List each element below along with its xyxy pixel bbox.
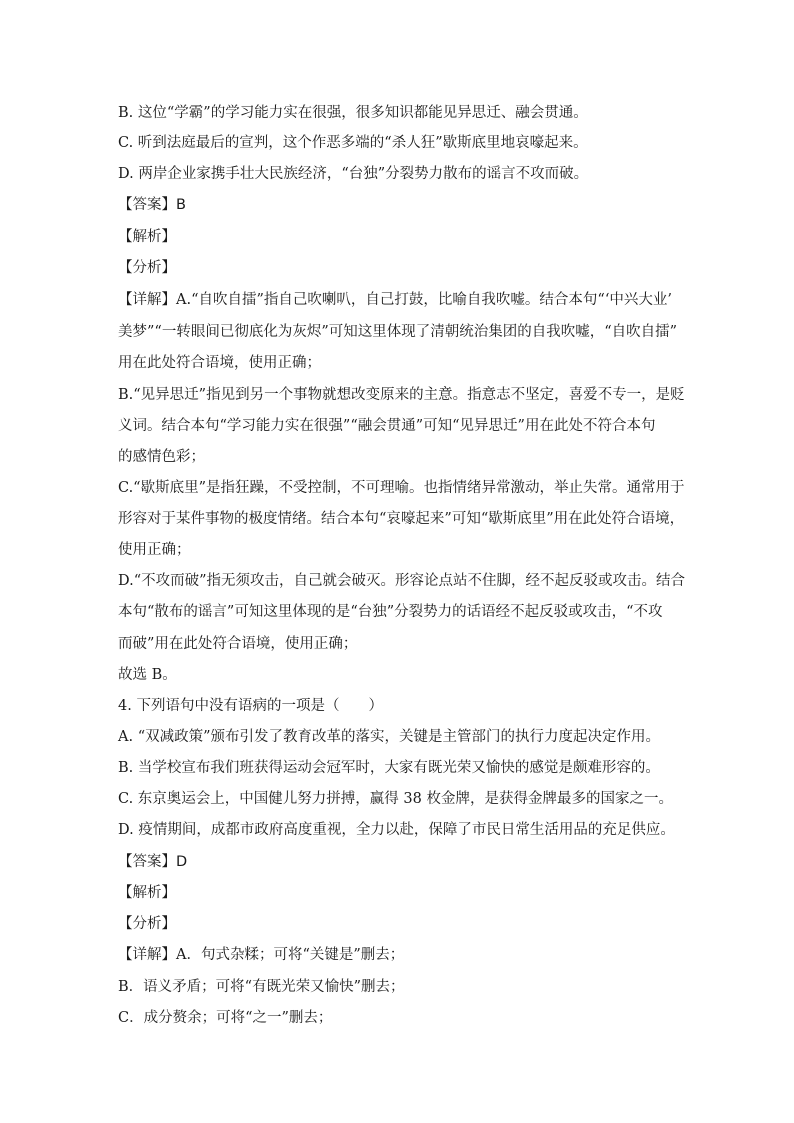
option-c-line: C. 听到法庭最后的宣判，这个作恶多端的“杀人狂”歇斯底里地哀嚎起来。	[118, 135, 588, 151]
detail-line: 用在此处符合语境，使用正确；	[118, 355, 321, 371]
detail-line: 【详解】A.“自吹自擂”指自己吹喇叭，自己打鼓，比喻自我吹嘘。结合本句“‘中兴大业’	[118, 292, 673, 308]
conclusion-line: 故选 B。	[118, 667, 177, 683]
q4-option-c: C. 东京奥运会上，中国健儿努力拼搏，赢得 38 枚金牌，是获得金牌最多的国家之一。	[118, 791, 673, 807]
detail-line: 的感情色彩；	[118, 449, 205, 465]
q4-option-a: A. “双减政策”颁布引发了教育改革的落实，关键是主管部门的执行力度起决定作用。	[118, 729, 661, 745]
detail-line: 使用正确；	[118, 542, 191, 558]
answer-label: 【答案】B	[118, 197, 186, 213]
detail-line: B．语义矛盾；可将“有既光荣又愉快”删去；	[118, 979, 405, 995]
detail-line: D.“不攻而破”指无须攻击，自己就会破灭。形容论点站不住脚，经不起反驳或攻击。结合	[118, 573, 686, 589]
fenxi-label: 【分析】	[118, 260, 176, 276]
question-4-stem: 4. 下列语句中没有语病的一项是（ ）	[118, 698, 383, 714]
detail-line: C．成分赘余；可将“之一”删去；	[118, 1010, 333, 1026]
detail-line: 形容对于某件事物的极度情绪。结合本句“哀嚎起来”可知“歇斯底里”用在此处符合语境，	[118, 511, 685, 527]
detail-line: 而破”用在此处符合语境，使用正确；	[118, 636, 358, 652]
analysis-label: 【解析】	[118, 229, 176, 245]
detail-line: C.“歇斯底里”是指狂躁，不受控制，不可理喻。也指情绪异常激动，举止失常。通常用于	[118, 480, 685, 496]
detail-line: 本句“散布的谣言”可知这里体现的是“台独”分裂势力的话语经不起反驳或攻击，“不攻	[118, 604, 663, 620]
option-b-line: B. 这位“学霸”的学习能力实在很强，很多知识都能见异思迁、融会贯通。	[118, 105, 588, 121]
q4-option-b: B. 当学校宣布我们班获得运动会冠军时，大家有既光荣又愉快的感觉是颇难形容的。	[118, 760, 660, 776]
analysis-label: 【解析】	[118, 885, 176, 901]
q4-option-d: D. 疫情期间，成都市政府高度重视，全力以赴，保障了市民日常生活用品的充足供应。	[118, 822, 675, 838]
fenxi-label: 【分析】	[118, 916, 176, 932]
detail-line: 美梦”“一转眼间已彻底化为灰烬”可知这里体现了清朝统治集团的自我吹嘘，“自吹自擂”	[118, 324, 678, 340]
detail-line: B.“见异思迁”指见到另一个事物就想改变原来的主意。指意志不坚定，喜爱不专一，是贬	[118, 387, 685, 403]
detail-line: 义词。结合本句“学习能力实在很强”“融会贯通”可知“见异思迁”用在此处不符合本句	[118, 418, 656, 434]
answer-label: 【答案】D	[118, 854, 188, 870]
option-d-line: D. 两岸企业家携手壮大民族经济，“台独”分裂势力散布的谣言不攻而破。	[118, 166, 589, 182]
detail-line: 【详解】A．句式杂糅；可将“关键是”删去；	[118, 947, 405, 963]
